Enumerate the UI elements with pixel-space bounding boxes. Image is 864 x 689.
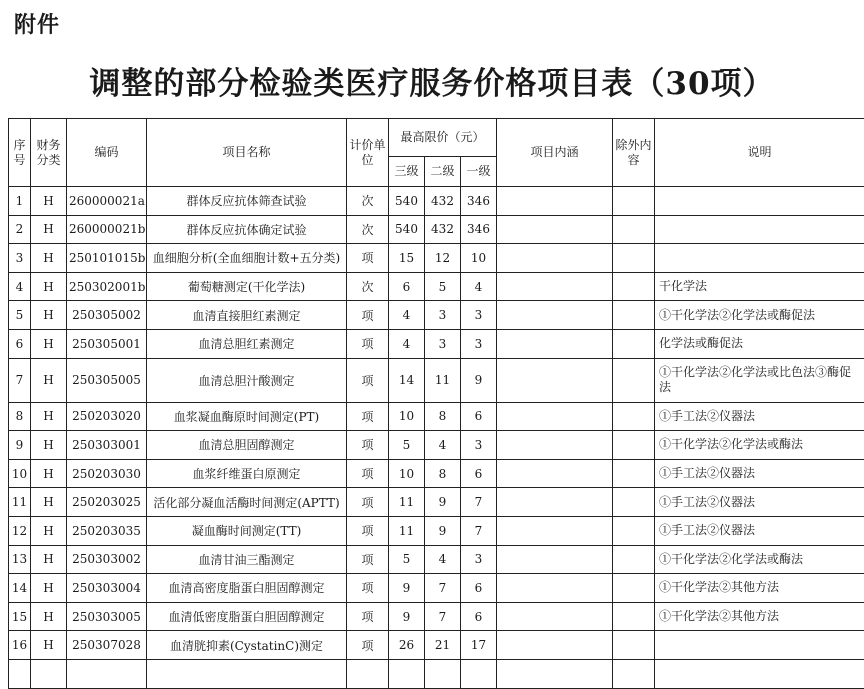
cell-content (497, 459, 613, 488)
table-row (9, 602, 864, 631)
cell-price-level3: 540 (389, 187, 425, 216)
cell-note: ①干化学法②化学法或酶法 (655, 431, 864, 460)
cell-note (655, 659, 864, 688)
cell-price-level3: 26 (389, 631, 425, 660)
cell-fin (31, 659, 67, 688)
cell-price-level2: 4 (425, 545, 461, 574)
cell-price-level3: 6 (389, 272, 425, 301)
price-table (8, 118, 864, 689)
cell-excl (613, 187, 655, 216)
table-row (9, 659, 864, 688)
cell-unit: 次 (347, 187, 389, 216)
cell-code: 250305001 (67, 329, 147, 358)
cell-unit: 项 (347, 459, 389, 488)
cell-excl (613, 602, 655, 631)
cell-price-level3: 9 (389, 602, 425, 631)
cell-fin: H (31, 488, 67, 517)
cell-seq: 14 (9, 574, 31, 603)
cell-name: 血清总胆红素测定 (147, 329, 347, 358)
cell-seq (9, 659, 31, 688)
header-note: 说明 (655, 119, 864, 187)
cell-fin: H (31, 358, 67, 402)
cell-name: 血浆凝血酶原时间测定(PT) (147, 402, 347, 431)
table-row (9, 574, 864, 603)
table-row (9, 488, 864, 517)
cell-price-level1: 3 (461, 329, 497, 358)
cell-unit: 项 (347, 402, 389, 431)
cell-excl (613, 631, 655, 660)
cell-content (497, 574, 613, 603)
cell-excl (613, 329, 655, 358)
table-row (9, 329, 864, 358)
cell-note: ①干化学法②化学法或酶法 (655, 545, 864, 574)
header-name: 项目名称 (147, 119, 347, 187)
cell-name: 群体反应抗体筛查试验 (147, 187, 347, 216)
cell-price-level2: 4 (425, 431, 461, 460)
cell-seq: 4 (9, 272, 31, 301)
cell-unit: 项 (347, 431, 389, 460)
cell-name: 血清胱抑素(CystatinC)测定 (147, 631, 347, 660)
cell-excl (613, 516, 655, 545)
cell-excl (613, 272, 655, 301)
cell-seq: 16 (9, 631, 31, 660)
header-level2: 二级 (425, 157, 461, 187)
cell-price-level2: 3 (425, 329, 461, 358)
header-unit: 计价单位 (347, 119, 389, 187)
cell-name: 群体反应抗体确定试验 (147, 215, 347, 244)
cell-price-level3: 11 (389, 488, 425, 517)
cell-code: 260000021a (67, 187, 147, 216)
cell-unit: 次 (347, 272, 389, 301)
cell-fin: H (31, 545, 67, 574)
cell-fin: H (31, 187, 67, 216)
cell-name: 血细胞分析(全血细胞计数+五分类) (147, 244, 347, 273)
cell-content (497, 329, 613, 358)
cell-price-level1: 6 (461, 602, 497, 631)
cell-note (655, 187, 864, 216)
cell-content (497, 215, 613, 244)
cell-price-level2: 8 (425, 459, 461, 488)
table-row (9, 431, 864, 460)
table-row (9, 358, 864, 402)
cell-price-level1: 7 (461, 516, 497, 545)
cell-name: 血清直接胆红素测定 (147, 301, 347, 330)
cell-code: 250101015b (67, 244, 147, 273)
header-fin: 财务分类 (31, 119, 67, 187)
table-row (9, 187, 864, 216)
table-row (9, 402, 864, 431)
cell-unit: 项 (347, 329, 389, 358)
cell-excl (613, 301, 655, 330)
cell-note: ①手工法②仪器法 (655, 516, 864, 545)
header-excl: 除外内容 (613, 119, 655, 187)
cell-price-level3: 5 (389, 545, 425, 574)
cell-price-level1: 6 (461, 402, 497, 431)
cell-note (655, 244, 864, 273)
cell-seq: 7 (9, 358, 31, 402)
cell-name: 血浆纤维蛋白原测定 (147, 459, 347, 488)
cell-price-level3: 5 (389, 431, 425, 460)
cell-content (497, 187, 613, 216)
cell-code: 250303002 (67, 545, 147, 574)
cell-price-level1: 3 (461, 431, 497, 460)
table-row (9, 459, 864, 488)
cell-content (497, 602, 613, 631)
cell-excl (613, 402, 655, 431)
cell-content (497, 659, 613, 688)
cell-price-level2: 7 (425, 574, 461, 603)
cell-price-level2: 5 (425, 272, 461, 301)
cell-seq: 10 (9, 459, 31, 488)
cell-name: 血清总胆汁酸测定 (147, 358, 347, 402)
cell-note: ①干化学法②其他方法 (655, 602, 864, 631)
cell-fin: H (31, 272, 67, 301)
cell-fin: H (31, 329, 67, 358)
cell-price-level1: 6 (461, 574, 497, 603)
cell-seq: 13 (9, 545, 31, 574)
cell-content (497, 545, 613, 574)
header-level1: 一级 (461, 157, 497, 187)
cell-unit (347, 659, 389, 688)
cell-note: ①手工法②仪器法 (655, 488, 864, 517)
cell-name (147, 659, 347, 688)
table-row (9, 516, 864, 545)
cell-note: 化学法或酶促法 (655, 329, 864, 358)
cell-fin: H (31, 402, 67, 431)
cell-content (497, 358, 613, 402)
cell-name: 血清总胆固醇测定 (147, 431, 347, 460)
cell-code: 250203035 (67, 516, 147, 545)
cell-fin: H (31, 574, 67, 603)
cell-note: 干化学法 (655, 272, 864, 301)
cell-code: 250303005 (67, 602, 147, 631)
cell-excl (613, 215, 655, 244)
cell-note (655, 215, 864, 244)
cell-excl (613, 244, 655, 273)
cell-unit: 项 (347, 516, 389, 545)
cell-content (497, 488, 613, 517)
cell-price-level3: 10 (389, 402, 425, 431)
cell-content (497, 516, 613, 545)
cell-unit: 次 (347, 215, 389, 244)
cell-code: 250302001b (67, 272, 147, 301)
cell-content (497, 301, 613, 330)
cell-note: ①手工法②仪器法 (655, 402, 864, 431)
table-row (9, 215, 864, 244)
cell-unit: 项 (347, 631, 389, 660)
cell-content (497, 272, 613, 301)
cell-price-level2: 7 (425, 602, 461, 631)
cell-code: 250203025 (67, 488, 147, 517)
cell-code: 250303001 (67, 431, 147, 460)
cell-code: 260000021b (67, 215, 147, 244)
cell-price-level1: 3 (461, 301, 497, 330)
cell-price-level3: 4 (389, 301, 425, 330)
cell-code (67, 659, 147, 688)
cell-seq: 5 (9, 301, 31, 330)
cell-excl (613, 459, 655, 488)
cell-price-level3: 9 (389, 574, 425, 603)
cell-price-level1: 6 (461, 459, 497, 488)
cell-price-level1: 346 (461, 215, 497, 244)
cell-excl (613, 358, 655, 402)
cell-name: 血清甘油三酯测定 (147, 545, 347, 574)
cell-price-level3: 10 (389, 459, 425, 488)
cell-fin: H (31, 602, 67, 631)
cell-price-level2: 3 (425, 301, 461, 330)
cell-code: 250307028 (67, 631, 147, 660)
cell-price-level1 (461, 659, 497, 688)
cell-price-level3: 540 (389, 215, 425, 244)
header-code: 编码 (67, 119, 147, 187)
cell-price-level2: 12 (425, 244, 461, 273)
cell-code: 250305002 (67, 301, 147, 330)
cell-price-level2 (425, 659, 461, 688)
cell-content (497, 631, 613, 660)
cell-price-level2: 21 (425, 631, 461, 660)
cell-note: ①手工法②仪器法 (655, 459, 864, 488)
table-row (9, 244, 864, 273)
cell-note (655, 631, 864, 660)
cell-seq: 6 (9, 329, 31, 358)
cell-price-level2: 432 (425, 215, 461, 244)
cell-excl (613, 431, 655, 460)
table-row (9, 272, 864, 301)
cell-fin: H (31, 301, 67, 330)
cell-price-level3: 15 (389, 244, 425, 273)
cell-fin: H (31, 516, 67, 545)
cell-code: 250203020 (67, 402, 147, 431)
cell-content (497, 431, 613, 460)
table-row (9, 301, 864, 330)
cell-name: 凝血酶时间测定(TT) (147, 516, 347, 545)
cell-seq: 3 (9, 244, 31, 273)
cell-seq: 9 (9, 431, 31, 460)
cell-unit: 项 (347, 301, 389, 330)
cell-price-level2: 9 (425, 516, 461, 545)
cell-seq: 12 (9, 516, 31, 545)
cell-seq: 2 (9, 215, 31, 244)
cell-code: 250303004 (67, 574, 147, 603)
cell-price-level1: 4 (461, 272, 497, 301)
table-row (9, 631, 864, 660)
attachment-label: 附件 (14, 8, 60, 39)
cell-price-level1: 3 (461, 545, 497, 574)
cell-unit: 项 (347, 574, 389, 603)
cell-price-level3 (389, 659, 425, 688)
cell-content (497, 244, 613, 273)
header-seq: 序号 (9, 119, 31, 187)
cell-price-level2: 11 (425, 358, 461, 402)
cell-excl (613, 545, 655, 574)
cell-code: 250305005 (67, 358, 147, 402)
cell-name: 血清高密度脂蛋白胆固醇测定 (147, 574, 347, 603)
cell-price-level1: 9 (461, 358, 497, 402)
cell-fin: H (31, 631, 67, 660)
page-title: 调整的部分检验类医疗服务价格项目表（30项） (0, 58, 864, 103)
cell-content (497, 402, 613, 431)
cell-unit: 项 (347, 358, 389, 402)
cell-price-level3: 11 (389, 516, 425, 545)
header-max-price: 最高限价（元） (389, 119, 497, 157)
cell-seq: 1 (9, 187, 31, 216)
cell-unit: 项 (347, 545, 389, 574)
cell-code: 250203030 (67, 459, 147, 488)
cell-note: ①干化学法②化学法或比色法③酶促法 (655, 358, 864, 402)
cell-seq: 15 (9, 602, 31, 631)
cell-excl (613, 574, 655, 603)
cell-note: ①干化学法②其他方法 (655, 574, 864, 603)
cell-unit: 项 (347, 488, 389, 517)
cell-price-level1: 7 (461, 488, 497, 517)
header-level3: 三级 (389, 157, 425, 187)
cell-seq: 11 (9, 488, 31, 517)
cell-price-level2: 8 (425, 402, 461, 431)
cell-seq: 8 (9, 402, 31, 431)
cell-fin: H (31, 244, 67, 273)
cell-price-level1: 346 (461, 187, 497, 216)
cell-fin: H (31, 215, 67, 244)
cell-note: ①干化学法②化学法或酶促法 (655, 301, 864, 330)
header-content: 项目内涵 (497, 119, 613, 187)
cell-name: 葡萄糖测定(干化学法) (147, 272, 347, 301)
cell-price-level3: 14 (389, 358, 425, 402)
cell-excl (613, 488, 655, 517)
cell-unit: 项 (347, 244, 389, 273)
cell-price-level3: 4 (389, 329, 425, 358)
cell-unit: 项 (347, 602, 389, 631)
cell-price-level1: 17 (461, 631, 497, 660)
cell-price-level2: 9 (425, 488, 461, 517)
table-row (9, 545, 864, 574)
cell-name: 血清低密度脂蛋白胆固醇测定 (147, 602, 347, 631)
cell-name: 活化部分凝血活酶时间测定(APTT) (147, 488, 347, 517)
cell-price-level2: 432 (425, 187, 461, 216)
cell-fin: H (31, 459, 67, 488)
cell-fin: H (31, 431, 67, 460)
cell-excl (613, 659, 655, 688)
cell-price-level1: 10 (461, 244, 497, 273)
